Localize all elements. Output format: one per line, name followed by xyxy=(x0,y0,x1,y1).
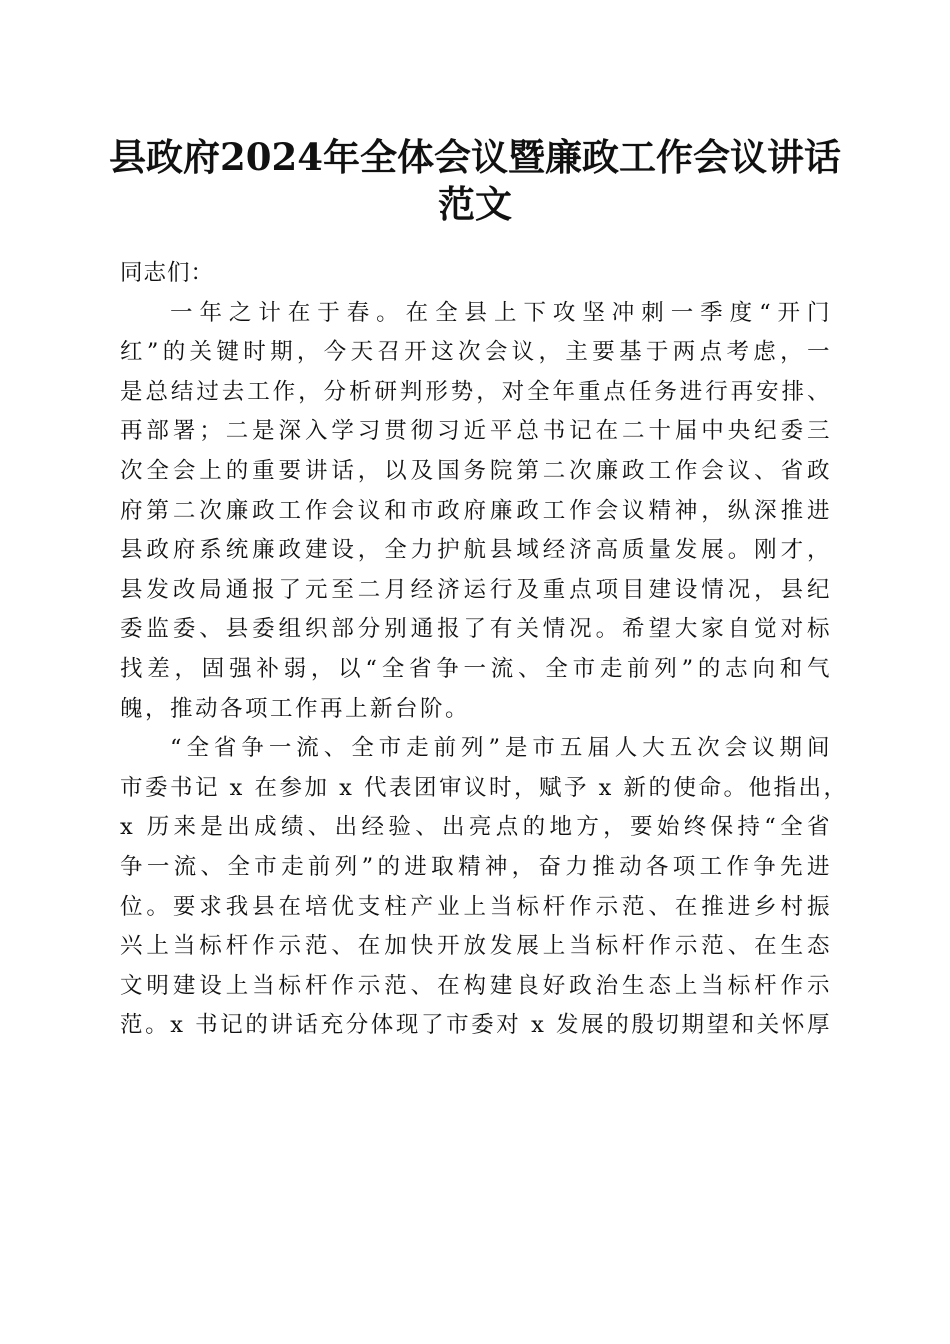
paragraph-line: x 历来是出成绩、出经验、出亮点的地方，要始终保持“全省 xyxy=(120,814,832,841)
paragraph-line: 争一流、全市走前列”的进取精神，奋力推动各项工作争先进 xyxy=(120,853,832,880)
paragraph-line: 找差，固强补弱，以“全省争一流、全市走前列”的志向和气 xyxy=(120,655,832,682)
paragraph-line: 文明建设上当标杆作示范、在构建良好政治生态上当标杆作示 xyxy=(120,972,832,999)
paragraph-line: 范。x 书记的讲话充分体现了市委对 x 发展的殷切期望和关怀厚 xyxy=(120,1012,832,1039)
paragraph-line: 位。要求我县在培优支柱产业上当标杆作示范、在推进乡村振 xyxy=(120,893,832,920)
paragraph-line: 是总结过去工作，分析研判形势，对全年重点任务进行再安排、 xyxy=(120,378,832,405)
paragraph-line: 一年之计在于春。在全县上下攻坚冲刺一季度“开门 xyxy=(170,299,832,326)
paragraph-2 xyxy=(120,729,849,1046)
paragraph-line: 红”的关键时期，今天召开这次会议，主要基于两点考虑，一 xyxy=(120,339,832,366)
paragraph-line: 次全会上的重要讲话，以及国务院第二次廉政工作会议、省政 xyxy=(120,457,832,484)
paragraph-line: 再部署；二是深入学习贯彻习近平总书记在二十届中央纪委三 xyxy=(120,418,832,445)
paragraph-line: 委监委、县委组织部分别通报了有关情况。希望大家自觉对标 xyxy=(120,616,832,643)
salutation: 同志们： xyxy=(120,260,215,286)
paragraph-line: 市委书记 x 在参加 x 代表团审议时，赋予 x 新的使命。他指出， xyxy=(120,774,849,801)
document-title xyxy=(100,134,850,228)
paragraph-1 xyxy=(120,294,832,730)
paragraph-line: “全省争一流、全市走前列”是市五届人大五次会议期间 xyxy=(170,735,832,762)
paragraph-line: 府第二次廉政工作会议和市政府廉政工作会议精神，纵深推进 xyxy=(120,497,832,524)
title-line-1: 县政府2024年全体会议暨廉政工作会议讲话 xyxy=(109,135,841,179)
title-line-2: 范文 xyxy=(438,182,512,226)
document-body xyxy=(120,254,849,1046)
paragraph-line: 县政府系统廉政建设，全力护航县域经济高质量发展。刚才， xyxy=(120,537,832,564)
paragraph-line: 兴上当标杆作示范、在加快开放发展上当标杆作示范、在生态 xyxy=(120,933,832,960)
paragraph-line-last: 魄，推动各项工作再上新台阶。 xyxy=(120,695,471,722)
paragraph-line: 县发改局通报了元至二月经济运行及重点项目建设情况，县纪 xyxy=(120,576,832,603)
